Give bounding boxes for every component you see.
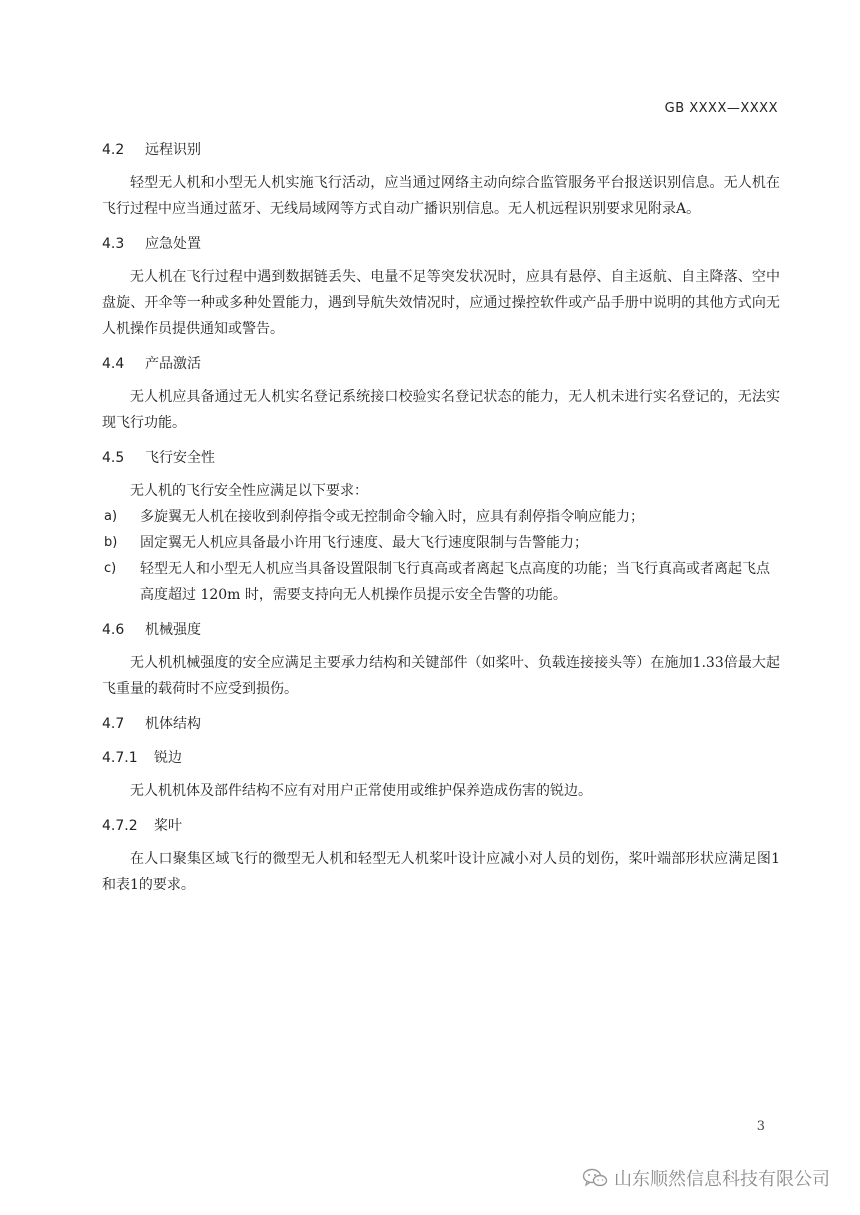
- section-title: 桨叶: [154, 818, 182, 834]
- section-heading: [102, 618, 780, 642]
- section-title: 机体结构: [145, 716, 201, 732]
- subsection-heading: [102, 746, 780, 770]
- list-item-text: 固定翼无人机应具备最小许用飞行速度、最大飞行速度限制与告警能力；: [140, 535, 588, 551]
- section-paragraph: 无人机应具备通过无人机实名登记系统接口校验实名登记状态的能力，无人机未进行实名登记的，无法实现飞行功能。: [102, 389, 780, 431]
- section-title: 飞行安全性: [145, 450, 215, 466]
- page-number: 3: [756, 1119, 765, 1134]
- section-title: 远程识别: [145, 142, 201, 158]
- section-heading: [102, 712, 780, 736]
- section-heading: [102, 446, 780, 470]
- section-number: 4.4: [102, 356, 125, 372]
- section-number: 4.7: [102, 716, 125, 732]
- list-item-text: 轻型无人和小型无人机应当具备设置限制飞行真高或者离起飞点高度的功能；当飞行真高或者离起飞点高度超过 120m 时，需要支持向无人机操作员提示安全告警的功能。: [140, 561, 770, 603]
- section-number: 4.2: [102, 142, 125, 158]
- section-number: 4.7.2: [102, 818, 138, 834]
- list-item: [102, 556, 780, 608]
- watermark: [582, 1165, 830, 1191]
- section-paragraph: 轻型无人机和小型无人机实施飞行活动，应当通过网络主动向综合监管服务平台报送识别信息。无人机在飞行过程中应当通过蓝牙、无线局域网等方式自动广播识别信息。无人机远程识别要求见附录A。: [102, 175, 780, 217]
- section-heading: [102, 138, 780, 162]
- section-paragraph: 无人机机体及部件结构不应有对用户正常使用或维护保养造成伤害的锐边。: [130, 783, 592, 799]
- section-number: 4.6: [102, 622, 125, 638]
- section-title: 应急处置: [145, 236, 201, 252]
- section-number: 4.3: [102, 236, 125, 252]
- subsection-heading: [102, 814, 780, 838]
- section-title: 机械强度: [145, 622, 201, 638]
- section-heading: [102, 352, 780, 376]
- watermark-text: 山东顺然信息科技有限公司: [614, 1169, 830, 1190]
- list-item: [102, 530, 780, 556]
- requirement-list: [102, 504, 780, 608]
- standard-code: GB XXXX—XXXX: [664, 101, 778, 116]
- section-title: 锐边: [154, 750, 182, 766]
- document-body: [102, 138, 780, 898]
- section-paragraph: 在人口聚集区域飞行的微型无人机和轻型无人机桨叶设计应减小对人员的划伤，桨叶端部形状应满足图1和表1的要求。: [102, 851, 780, 893]
- list-marker: a): [104, 509, 118, 524]
- wechat-icon: [582, 1168, 608, 1188]
- list-item-text: 多旋翼无人机在接收到刹停指令或无控制命令输入时，应具有刹停指令响应能力；: [140, 509, 644, 525]
- section-title: 产品激活: [145, 356, 201, 372]
- section-heading: [102, 232, 780, 256]
- list-marker: c): [104, 561, 117, 576]
- section-intro: 无人机的飞行安全性应满足以下要求：: [130, 483, 368, 499]
- section-paragraph: 无人机在飞行过程中遇到数据链丢失、电量不足等突发状况时，应具有悬停、自主返航、自主降落、空中盘旋、开伞等一种或多种处置能力，遇到导航失效情况时，应通过操控软件或产品手册中说明的其他方式向无人机操作员提供通知或警告。: [102, 269, 780, 337]
- list-marker: b): [104, 535, 118, 550]
- section-paragraph: 无人机机械强度的安全应满足主要承力结构和关键部件（如桨叶、负载连接接头等）在施加1.33倍最大起飞重量的载荷时不应受到损伤。: [102, 655, 780, 697]
- list-item: [102, 504, 780, 530]
- section-number: 4.7.1: [102, 750, 138, 766]
- section-number: 4.5: [102, 450, 125, 466]
